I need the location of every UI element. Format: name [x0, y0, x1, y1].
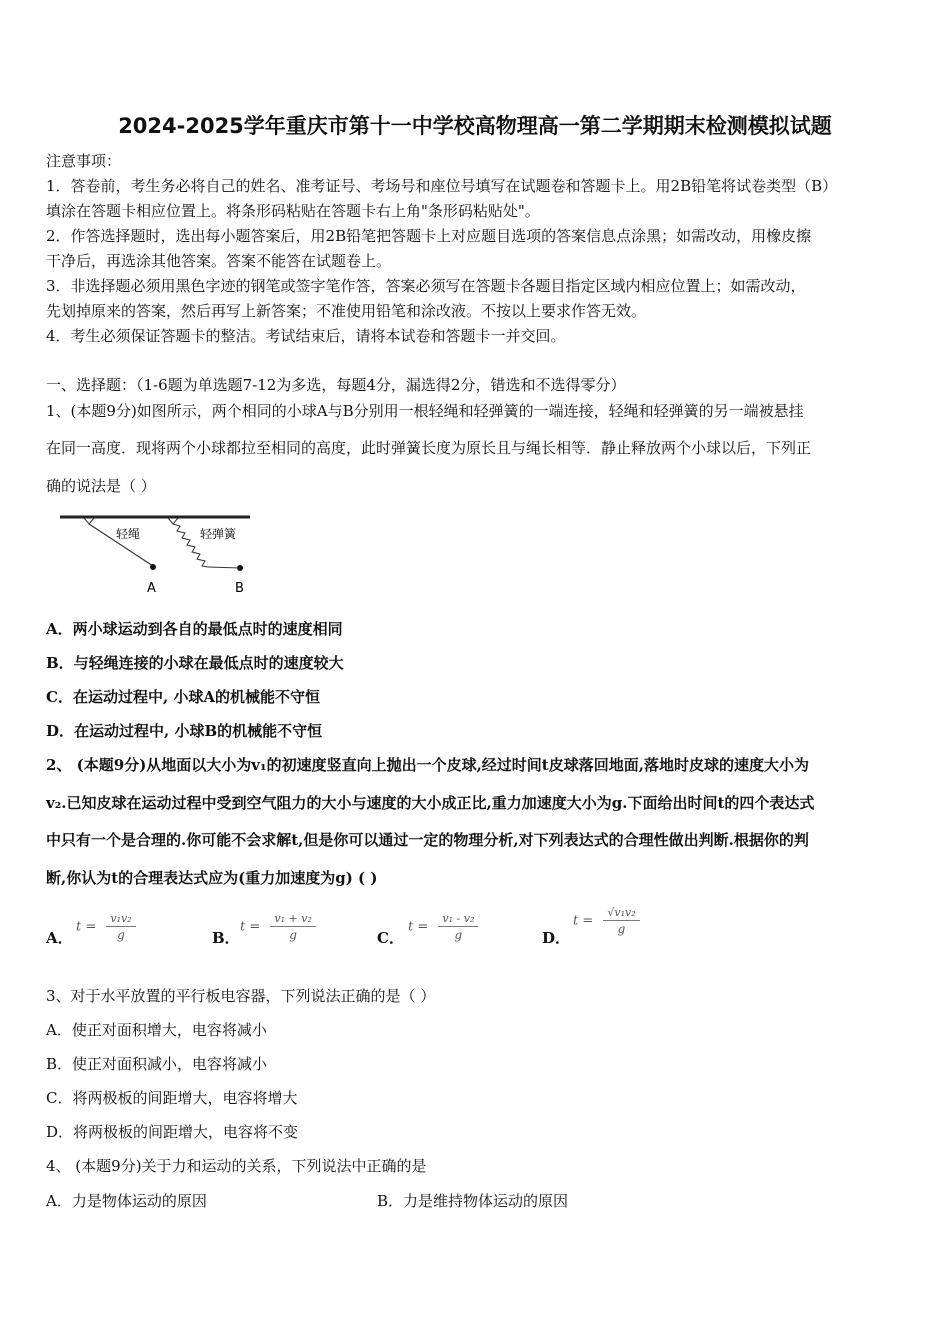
question-2-option-c-formula: t = $\frac{\text{v₁ - v₂}}{g}$	[408, 912, 478, 942]
ball-b-label: B	[235, 581, 244, 595]
question-2-option-b-label: B．	[212, 929, 240, 947]
question-1-option: C．在运动过程中, 小球A的机械能不守恒	[46, 688, 321, 706]
question-1-stem: 确的说法是（ ）	[46, 477, 156, 495]
question-4-stem: 4、 (本题9分)关于力和运动的关系，下列说法中正确的是	[46, 1157, 427, 1175]
question-1-stem: 在同一高度．现将两个小球都拉至相同的高度，此时弹簧长度为原长且与绳长相等．静止释放两个小球以后，下列正	[46, 439, 812, 457]
question-2-option-d-label: D．	[542, 929, 571, 947]
question-3-option: B．使正对面积减小，电容将减小	[46, 1055, 268, 1073]
notice-heading: 注意事项：	[46, 152, 122, 170]
spring-label: 轻弹簧	[200, 527, 237, 541]
question-1-option: B．与轻绳连接的小球在最低点时的速度较大	[46, 654, 344, 672]
question-2-option-c-label: C．	[377, 929, 404, 947]
ball-a-label: A	[147, 581, 156, 595]
notice-line: 1．答卷前，考生务必将自己的姓名、准考证号、考场号和座位号填写在试题卷和答题卡上。用2B铅笔将试卷类型（B）	[46, 177, 838, 195]
question-2-stem: 2、 (本题9分)从地面以大小为v₁的初速度竖直向上抛出一个皮球,经过时间t皮球落回地面,落地时皮球的速度大小为	[46, 756, 809, 774]
notice-line: 先划掉原来的答案，然后再写上新答案；不准使用铅笔和涂改液。不按以上要求作答无效。	[46, 302, 647, 320]
question-1-option: A．两小球运动到各自的最低点时的速度相同	[46, 620, 343, 638]
question-2-option-a-formula: t = $\frac{\text{v₁v₂}}{g}$	[76, 912, 136, 942]
page-title: 2024-2025学年重庆市第十一中学校高物理高一第二学期期末检测模拟试题	[118, 114, 832, 138]
question-1-option: D．在运动过程中, 小球B的机械能不守恒	[46, 722, 323, 740]
notice-line: 2．作答选择题时，选出每小题答案后，用2B铅笔把答题卡上对应题目选项的答案信息点涂黑；如需改动，用橡皮擦	[46, 227, 812, 245]
question-2-stem: 中只有一个是合理的.你可能不会求解t,但是你可以通过一定的物理分析,对下列表达式的合理性做出判断.根据你的判	[46, 831, 809, 849]
rope-label: 轻绳	[116, 527, 141, 541]
notice-line: 4．考生必须保证答题卡的整洁。考试结束后，请将本试卷和答题卡一并交回。	[46, 327, 566, 345]
notice-line: 3．非选择题必须用黑色字迹的钢笔或签字笔作答，答案必须写在答题卡各题目指定区域内相应位置上；如需改动，	[46, 277, 806, 295]
ball-a	[150, 564, 156, 570]
question-4-option: B．力是维持物体运动的原因	[377, 1192, 569, 1210]
question-2-option-b-formula: t = $\frac{\text{v₁ + v₂}}{g}$	[240, 912, 316, 942]
question-4-option: A．力是物体运动的原因	[46, 1192, 207, 1210]
question-3-option: A．使正对面积增大，电容将减小	[46, 1021, 267, 1039]
question-2-option-a-label: A．	[46, 929, 73, 947]
notice-line: 填涂在答题卡相应位置上。将条形码粘贴在答题卡右上角"条形码粘贴处"。	[46, 202, 540, 220]
question-2-stem: v₂.已知皮球在运动过程中受到空气阻力的大小与速度的大小成正比,重力加速度大小为g.下面给出时间t的四个表达式	[46, 794, 815, 812]
question-1-stem: 1、(本题9分)如图所示，两个相同的小球A与B分别用一根轻绳和轻弹簧的一端连接，轻绳和轻弹簧的另一端被悬挂	[46, 402, 804, 420]
question-3-stem: 3、对于水平放置的平行板电容器，下列说法正确的是（ ）	[46, 987, 436, 1005]
question-1-figure	[58, 510, 258, 595]
question-3-option: C．将两极板的间距增大，电容将增大	[46, 1089, 298, 1107]
question-2-option-d-formula: t = $\frac{\text{√v₁v₂}}{g}$	[573, 906, 640, 936]
question-2-stem: 断,你认为t的合理表达式应为(重力加速度为g) ( )	[46, 869, 378, 887]
section-heading: 一、选择题：（1-6题为单选题7-12为多选，每题4分，漏选得2分，错选和不选得零分）	[46, 376, 626, 394]
notice-line: 干净后，再选涂其他答案。答案不能答在试题卷上。	[46, 252, 392, 270]
question-3-option: D．将两极板的间距增大，电容将不变	[46, 1123, 299, 1141]
